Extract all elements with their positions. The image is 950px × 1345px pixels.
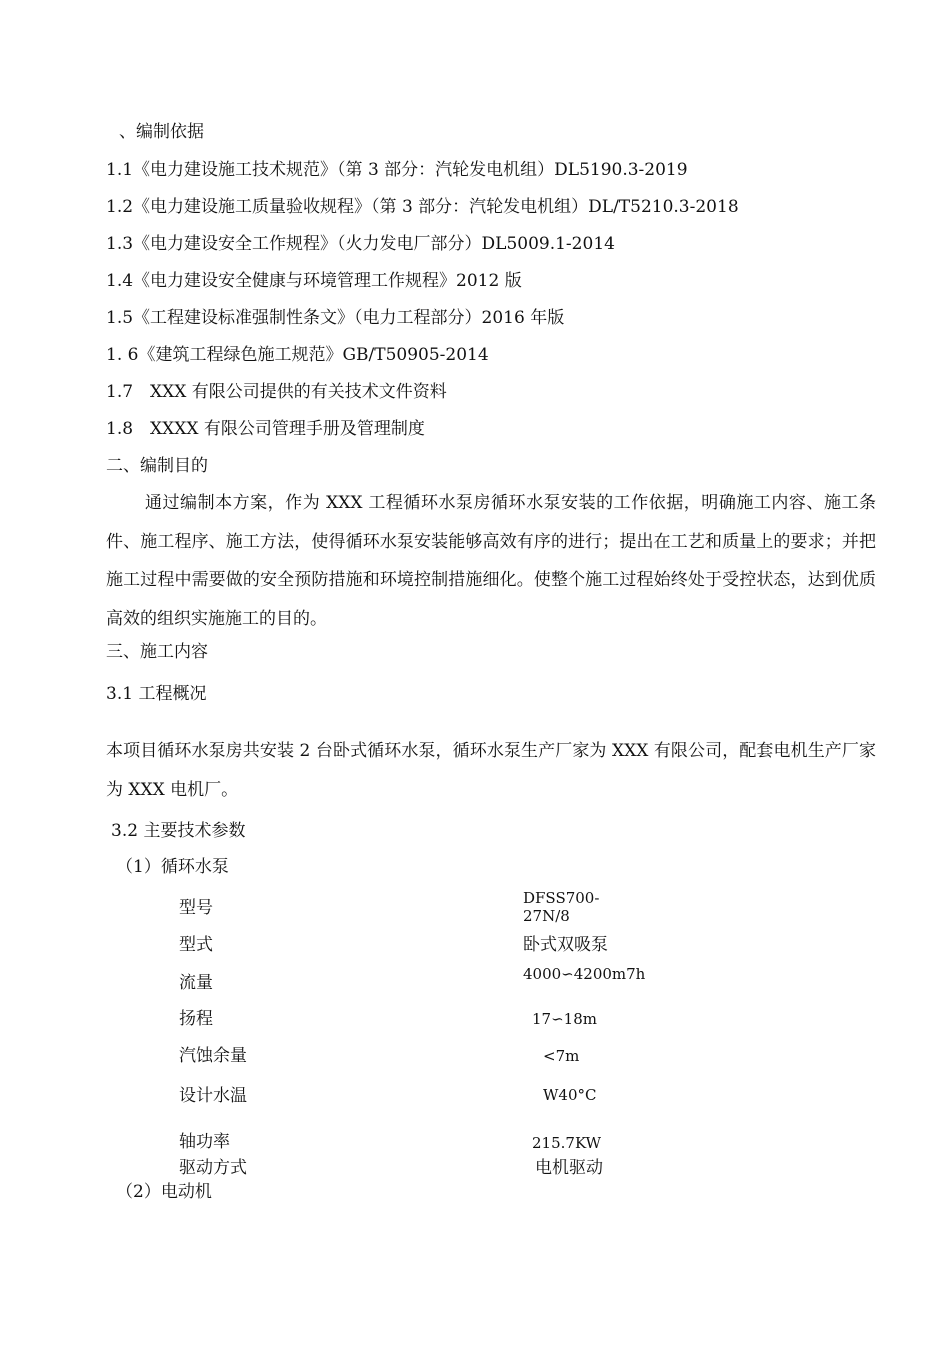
param-label: 型号 bbox=[179, 898, 213, 918]
section-heading-content: 三、施工内容 bbox=[106, 642, 208, 662]
basis-item: 1.7 XXX 有限公司提供的有关技术文件资料 bbox=[106, 382, 447, 402]
param-value: <7m bbox=[543, 1047, 580, 1065]
motor-heading: （2）电动机 bbox=[116, 1182, 212, 1202]
purpose-paragraph: 通过编制本方案，作为 XXX 工程循环水泵房循环水泵安装的工作依据，明确施工内容、施工条件、施工程序、施工方法，使得循环水泵安装能够高效有序的进行；提出在工艺和质量上的要求；并把施工过程中需要做的安全预防措施和环境控制措施细化。使整个施工过程始终处于受控状态，达到优质高效的组织实施施工的目的。 bbox=[106, 493, 876, 629]
basis-item: 1.5《工程建设标准强制性条文》（电力工程部分）2016 年版 bbox=[106, 308, 565, 328]
section-heading-basis: 、编制依据 bbox=[119, 122, 204, 142]
section-heading-purpose: 二、编制目的 bbox=[106, 456, 208, 476]
param-label: 型式 bbox=[179, 935, 213, 955]
param-value: W40°C bbox=[543, 1086, 597, 1104]
param-value: 卧式双吸泵 bbox=[523, 935, 608, 955]
param-label: 流量 bbox=[179, 973, 213, 993]
param-label: 轴功率 bbox=[179, 1132, 230, 1152]
basis-item: 1.3《电力建设安全工作规程》（火力发电厂部分）DL5009.1-2014 bbox=[106, 234, 615, 254]
param-label: 驱动方式 bbox=[179, 1158, 247, 1178]
param-label: 汽蚀余量 bbox=[179, 1046, 247, 1066]
pump-heading: （1）循环水泵 bbox=[116, 857, 229, 877]
param-value: 4000∽4200m7h bbox=[523, 965, 646, 983]
subsection-heading-overview: 3.1 工程概况 bbox=[106, 684, 207, 704]
param-value: 215.7KW bbox=[532, 1134, 602, 1152]
subsection-heading-params: 3.2 主要技术参数 bbox=[111, 821, 246, 841]
basis-item: 1.8 XXXX 有限公司管理手册及管理制度 bbox=[106, 419, 425, 439]
param-value: 17∽18m bbox=[532, 1010, 597, 1028]
basis-item: 1.4《电力建设安全健康与环境管理工作规程》2012 版 bbox=[106, 271, 522, 291]
basis-item: 1.1《电力建设施工技术规范》（第 3 部分：汽轮发电机组）DL5190.3-2019 bbox=[106, 160, 688, 180]
param-label: 扬程 bbox=[179, 1009, 213, 1029]
param-value: DFSS700-27N/8 bbox=[523, 889, 600, 925]
basis-item: 1.2《电力建设施工质量验收规程》（第 3 部分：汽轮发电机组）DL/T5210.3-2018 bbox=[106, 197, 739, 217]
basis-item: 1. 6《建筑工程绿色施工规范》GB/T50905-2014 bbox=[106, 345, 489, 365]
overview-paragraph: 本项目循环水泵房共安装 2 台卧式循环水泵，循环水泵生产厂家为 XXX 有限公司，配套电机生产厂家为 XXX 电机厂。 bbox=[106, 741, 876, 800]
param-label: 设计水温 bbox=[179, 1086, 247, 1106]
param-value: 电机驱动 bbox=[535, 1158, 603, 1178]
